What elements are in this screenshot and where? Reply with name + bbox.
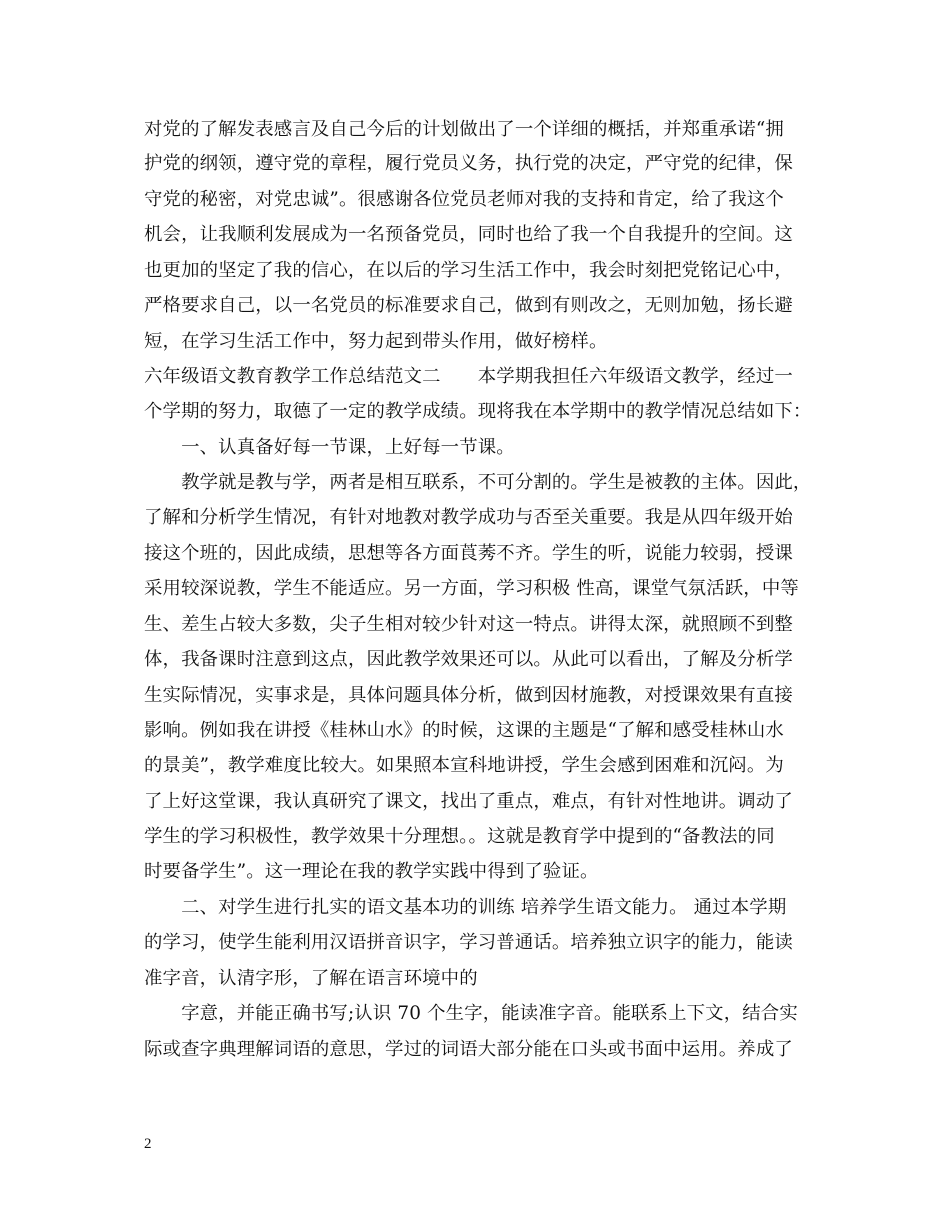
text-line: 一、认真备好每一节课，上好每一节课。 <box>144 437 515 458</box>
text-line: 也更加的坚定了我的信心，在以后的学习生活工作中，我会时刻把党铭记心中， <box>144 260 793 281</box>
text-line: 时要备学生”。这一理论在我的教学实践中得到了验证。 <box>144 861 599 882</box>
text-line: 机会，让我顺利发展成为一名预备党员，同时也给了我一个自我提升的空间。这 <box>144 224 793 245</box>
text-line: 了上好这堂课，我认真研究了课文，找出了重点，难点，有针对性地讲。调动了 <box>144 791 793 812</box>
text-line: 采用较深说教，学生不能适应。另一方面，学习积极 性高，课堂气氛活跃，中等 <box>144 578 799 599</box>
text-line: 个学期的努力，取德了一定的教学成绩。现将我在本学期中的教学情况总结如下： <box>144 401 812 422</box>
text-line: 二、对学生进行扎实的语文基本功的训练 培养学生语文能力。 通过本学期 <box>144 897 787 918</box>
text-line: 生实际情况，实事求是，具体问题具体分析，做到因材施教，对授课效果有直接 <box>144 685 793 706</box>
text-line: 的学习，使学生能利用汉语拼音识字，学习普通话。培养独立识字的能力，能读 <box>144 932 793 953</box>
text-line: 学生的学习积极性，教学效果十分理想。。这就是教育学中提到的“备教法的同 <box>144 826 775 847</box>
text-line: 影响。例如我在讲授《桂林山水》的时候，这课的主题是“了解和感受桂林山水 <box>144 720 784 741</box>
text-line: 短，在学习生活工作中，努力起到带头作用，做好榜样。 <box>144 331 608 352</box>
page-number: 2 <box>144 1136 152 1152</box>
text-line: 护党的纲领，遵守党的章程，履行党员义务，执行党的决定，严守党的纪律，保 <box>144 153 793 174</box>
text-line: 对党的了解发表感言及自己今后的计划做出了一个详细的概括，并郑重承诺“拥 <box>144 119 784 140</box>
text-line: 六年级语文教育教学工作总结范文二 本学期我担任六年级语文教学，经过一 <box>144 366 793 387</box>
text-line: 了解和分析学生情况，有针对地教对教学成功与否至关重要。我是从四年级开始 <box>144 507 793 528</box>
text-line: 的景美”，教学难度比较大。如果照本宣科地讲授，学生会感到困难和沉闷。为 <box>144 755 784 776</box>
text-line: 际或查字典理解词语的意思，学过的词语大部分能在口头或书面中运用。养成了 <box>144 1039 793 1060</box>
text-line: 准字音，认清字形，了解在语言环境中的 <box>144 968 478 989</box>
text-line: 严格要求自己，以一名党员的标准要求自己，做到有则改之，无则加勉，扬长避 <box>144 295 793 316</box>
text-line: 教学就是教与学，两者是相互联系，不可分割的。学生是被教的主体。因此， <box>144 472 812 493</box>
text-line: 生、差生占较大多数，尖子生相对较少针对这一特点。讲得太深，就照顾不到整 <box>144 614 793 635</box>
text-line: 守党的秘密，对党忠诚”。很感谢各位党员老师对我的支持和肯定，给了我这个 <box>144 189 784 210</box>
text-line: 体，我备课时注意到这点，因此教学效果还可以。从此可以看出，了解及分析学 <box>144 649 793 670</box>
text-line: 字意，并能正确书写;认识 70 个生字，能读准字音。能联系上下文，结合实 <box>144 1003 798 1024</box>
text-line: 接这个班的，因此成绩，思想等各方面莨莠不齐。学生的听，说能力较弱，授课 <box>144 543 793 564</box>
